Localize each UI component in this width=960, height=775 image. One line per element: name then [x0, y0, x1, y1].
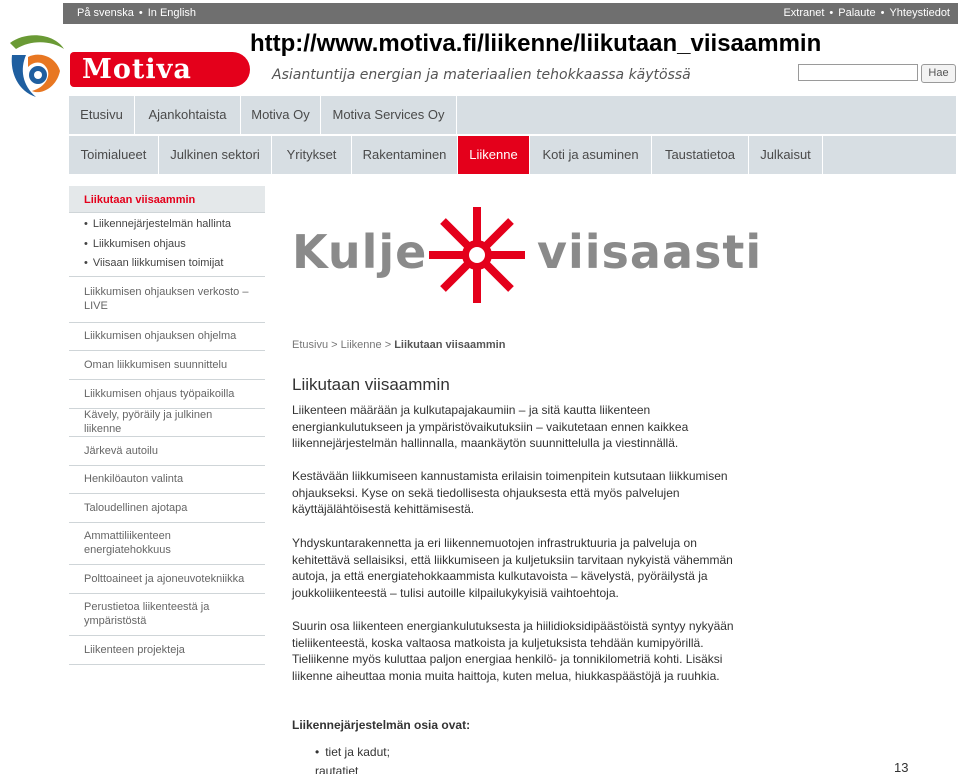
sidebar-subitems [69, 213, 265, 277]
url-caption: http://www.motiva.fi/liikenne/liikutaan_viisaammin [250, 30, 822, 57]
sidebar-item[interactable]: Kävely, pyöräily ja julkinen liikenne [69, 409, 265, 437]
list-item: • tiet ja kadut; [315, 745, 390, 759]
sidebar-item[interactable]: Perustietoa liikenteestä ja ympäristöstä [69, 594, 265, 636]
breadcrumb-current: Liikutaan viisaammin [394, 339, 506, 351]
sidebar-item[interactable]: Liikkumisen ohjauksen verkosto – LIVE [69, 277, 265, 323]
sidebar-subitem[interactable]: • Liikennejärjestelmän hallinta [84, 215, 250, 235]
utility-bar [63, 3, 958, 24]
site-tagline: Asiantuntija energian ja materiaalien tehokkaassa käytössä [272, 67, 691, 83]
breadcrumb [292, 339, 505, 351]
nav-item-motiva-services[interactable]: Motiva Services Oy [321, 96, 457, 134]
utility-links [783, 7, 950, 19]
sidebar-heading[interactable]: Liikutaan viisaammin [69, 186, 265, 213]
sidebar-item[interactable]: Ammattiliikenteen energiatehokkuus [69, 523, 265, 565]
sidebar-item[interactable]: Liikkumisen ohjaus työpaikoilla [69, 380, 265, 409]
page-title: Liikutaan viisaammin [292, 375, 450, 394]
breadcrumb-separator: > [384, 339, 392, 351]
list-item: rautatiet [315, 764, 359, 774]
sidebar-subitem[interactable]: • Liikkumisen ohjaus [84, 235, 250, 255]
sidebar-item[interactable]: Henkilöauton valinta [69, 466, 265, 494]
motiva-wordmark[interactable]: Motiva [70, 52, 250, 87]
article-paragraph: Yhdyskuntarakennetta ja eri liikennemuotojen infrastruktuuria ja palveluja on kehitettävä sellaisiksi, että liikkumiseen ja kuljetuksiin tarvitaan nykyistä vähemmän autoja, ja että energiatehokkaammista kulkutavoista – kävelystä, pyöräilystä ja joukkoliikenteestä – tulisi autoille kilpailukykyisiä vaihtoehtoja. [292, 536, 733, 600]
sun-star-icon [427, 205, 527, 305]
sidebar-item[interactable]: Liikenteen projekteja [69, 636, 265, 665]
sidebar-subitem[interactable]: • Viisaan liikkumisen toimijat [84, 254, 250, 274]
breadcrumb-link[interactable]: Etusivu [292, 339, 329, 351]
article-paragraph: Liikenteen määrään ja kulkutapajakaumiin – ja sitä kautta liikenteen energiankulutukseen ja ympäristövaikutuksiin – vaikutetaan ennen kaikkea liikennejärjestelmän hallinnalla, maankäytön suunnittelulla ja viestinnällä. [292, 403, 689, 450]
contact-link[interactable]: Yhteystiedot [889, 7, 950, 19]
kulje-viisaasti-banner [292, 205, 763, 307]
secondary-nav [69, 136, 956, 174]
sidebar-item[interactable]: Oman liikkumisen suunnittelu [69, 351, 265, 380]
separator-dot: • [138, 7, 143, 19]
nav-item-rakentaminen[interactable]: Rakentaminen [352, 136, 458, 174]
language-link-english[interactable]: In English [147, 7, 197, 19]
breadcrumb-link[interactable]: Liikenne [340, 339, 382, 351]
feedback-link[interactable]: Palaute [838, 7, 876, 19]
breadcrumb-separator: > [331, 339, 338, 351]
nav-item-koti-ja-asuminen[interactable]: Koti ja asuminen [530, 136, 652, 174]
list-heading: Liikennejärjestelmän osia ovat: [292, 718, 471, 732]
sidebar-item[interactable]: Polttoaineet ja ajoneuvotekniikka [69, 565, 265, 594]
search-button[interactable]: Hae [921, 64, 956, 83]
article-paragraph: Suurin osa liikenteen energiankulutuksesta ja hiilidioksidipäästöistä syntyy nykyään tieliikenteestä, koska valtaosa matkoista ja kuljetuksista tehdään kumipyörillä. Tieliikenne myös kuluttaa paljon energiaa henkilö- ja tonnikilometriä kohti. Lisäksi liikenne aiheuttaa monia muita haittoja, kuten melua, hiukkaspäästöjä ja ruuhkia. [292, 619, 734, 683]
nav-item-julkinen-sektori[interactable]: Julkinen sektori [159, 136, 272, 174]
article-paragraph: Kestävään liikkumiseen kannustamista erilaisin toimenpitein kutsutaan liikkumisen ohjaukseksi. Kyse on sekä tiedollisesta ohjauksesta että myös palvelujen käyttäjälähtöisestä kehittämisestä. [292, 469, 728, 516]
separator-dot: • [829, 7, 834, 19]
primary-nav [69, 96, 956, 134]
nav-item-motiva-oy[interactable]: Motiva Oy [241, 96, 321, 134]
sidebar-item[interactable]: Järkevä autoilu [69, 437, 265, 466]
separator-dot: • [880, 7, 885, 19]
language-link-swedish[interactable]: På svenska [77, 7, 134, 19]
banner-word-2: viisaasti [537, 225, 763, 279]
search-input[interactable] [798, 64, 918, 81]
sidebar-item[interactable]: Liikkumisen ohjauksen ohjelma [69, 323, 265, 351]
nav-item-yritykset[interactable]: Yritykset [272, 136, 352, 174]
banner-word-1: Kulje [292, 225, 428, 279]
nav-item-ajankohtaista[interactable]: Ajankohtaista [135, 96, 241, 134]
extranet-link[interactable]: Extranet [783, 7, 825, 19]
nav-item-etusivu[interactable]: Etusivu [69, 96, 135, 134]
nav-item-liikenne[interactable]: Liikenne [458, 136, 530, 174]
motiva-logo-icon[interactable] [6, 33, 66, 99]
nav-item-julkaisut[interactable]: Julkaisut [749, 136, 823, 174]
nav-item-toimialueet[interactable]: Toimialueet [69, 136, 159, 174]
sidebar [69, 186, 265, 665]
language-links [77, 7, 196, 19]
sidebar-item[interactable]: Taloudellinen ajotapa [69, 494, 265, 523]
nav-item-taustatietoa[interactable]: Taustatietoa [652, 136, 749, 174]
slide-page-number: 13 [894, 760, 909, 775]
